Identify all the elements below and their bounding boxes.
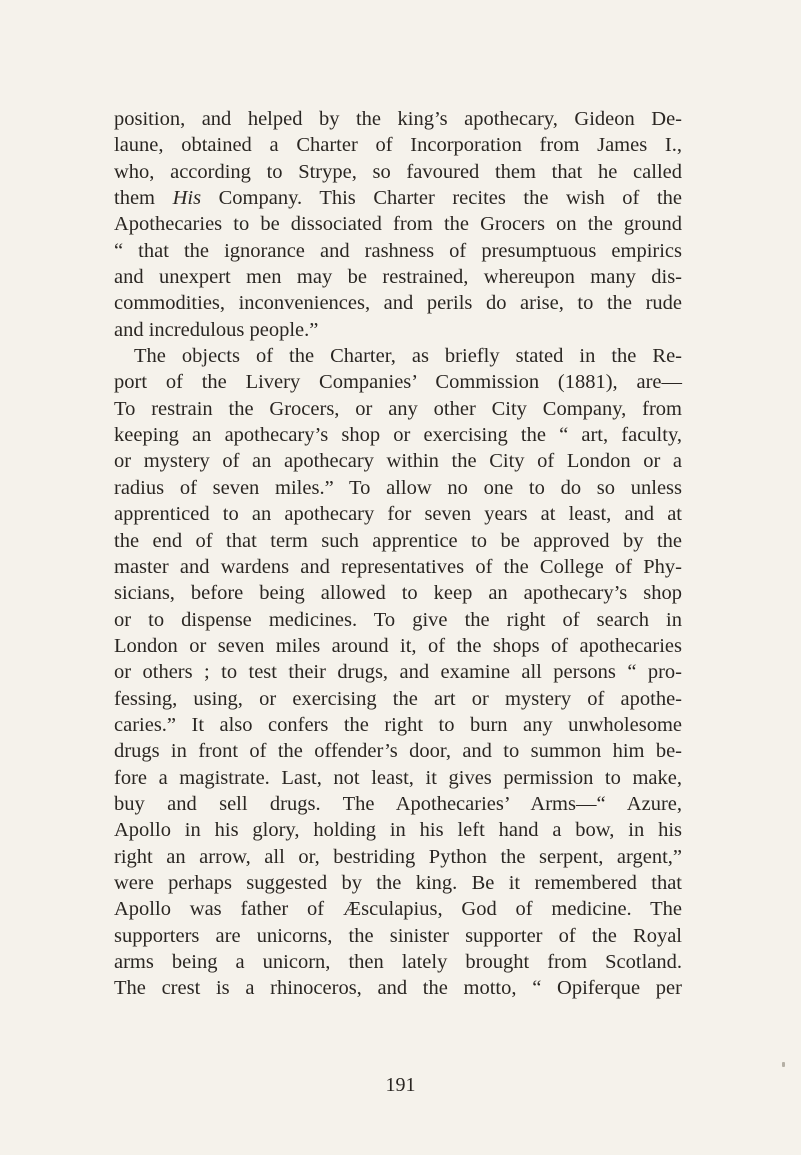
text-line: Apollo in his glory, holding in his left hand a bow, in his — [114, 819, 682, 842]
text-line: were perhaps suggested by the king. Be it remembered that — [114, 871, 682, 894]
text-line: keeping an apothecary’s shop or exercising the “ art, faculty, — [114, 424, 682, 447]
text-line: and incredulous people.” — [114, 318, 319, 341]
text-line: Apothecaries to be dissociated from the Grocers on the ground — [114, 213, 682, 236]
paper-speck — [782, 1062, 785, 1067]
text-line: London or seven miles around it, of the shops of apothecaries — [114, 634, 682, 657]
text-line: position, and helped by the king’s apothecary, Gideon De- — [114, 108, 682, 130]
page-number: 191 — [385, 1074, 416, 1096]
text-line: port of the Livery Companies’ Commission (1881), are— — [114, 371, 682, 394]
text-line: and unexpert men may be restrained, whereupon many dis- — [114, 266, 682, 289]
text-line: supporters are unicorns, the sinister supporter of the Royal — [114, 924, 682, 947]
text-line: To restrain the Grocers, or any other City Company, from — [114, 397, 682, 420]
text-line-with-italic — [114, 185, 682, 211]
text-line: or to dispense medicines. To give the right of search in — [114, 608, 682, 631]
text-line: buy and sell drugs. The Apothecaries’ Arms—“ Azure, — [114, 792, 682, 815]
text-line: master and wardens and representatives of the College of Phy- — [114, 555, 682, 578]
italic-text: His — [172, 187, 202, 210]
text-line: sicians, before being allowed to keep an apothecary’s shop — [114, 582, 682, 605]
text-line: right an arrow, all or, bestriding Python the serpent, argent,” — [114, 845, 682, 868]
text-line: The objects of the Charter, as briefly stated in the Re- — [134, 345, 682, 368]
text-line: fessing, using, or exercising the art or mystery of apothe- — [114, 687, 682, 710]
text-line: who, according to Strype, so favoured them that he called — [114, 160, 682, 183]
body-text — [114, 106, 682, 1002]
text-line: commodities, inconveniences, and perils do arise, to the rude — [114, 292, 682, 315]
text-line: caries.” It also confers the right to burn any unwholesome — [114, 713, 682, 736]
text-line: or others ; to test their drugs, and examine all persons “ pro- — [114, 661, 682, 684]
text-line: the end of that term such apprentice to be approved by the — [114, 529, 682, 552]
text-line: apprenticed to an apothecary for seven years at least, and at — [114, 503, 682, 526]
text-line: radius of seven miles.” To allow no one to do so unless — [114, 476, 682, 499]
text-line: arms being a unicorn, then lately brought from Scotland. — [114, 951, 682, 973]
text-segment: them — [114, 187, 173, 210]
text-line: Apollo was father of Æsculapius, God of medicine. The — [114, 898, 682, 921]
text-line: or mystery of an apothecary within the City of London or a — [114, 450, 682, 473]
text-segment: Company. This Charter recites the wish of the — [201, 187, 682, 210]
text-line: fore a magistrate. Last, not least, it gives permission to make, — [114, 766, 682, 789]
text-line: The crest is a rhinoceros, and the motto, “ Opiferque per — [114, 977, 682, 1000]
text-line: “ that the ignorance and rashness of presumptuous empirics — [114, 239, 682, 262]
text-line: drugs in front of the offender’s door, and to summon him be- — [114, 740, 682, 763]
text-line: laune, obtained a Charter of Incorporation from James I., — [114, 134, 682, 157]
